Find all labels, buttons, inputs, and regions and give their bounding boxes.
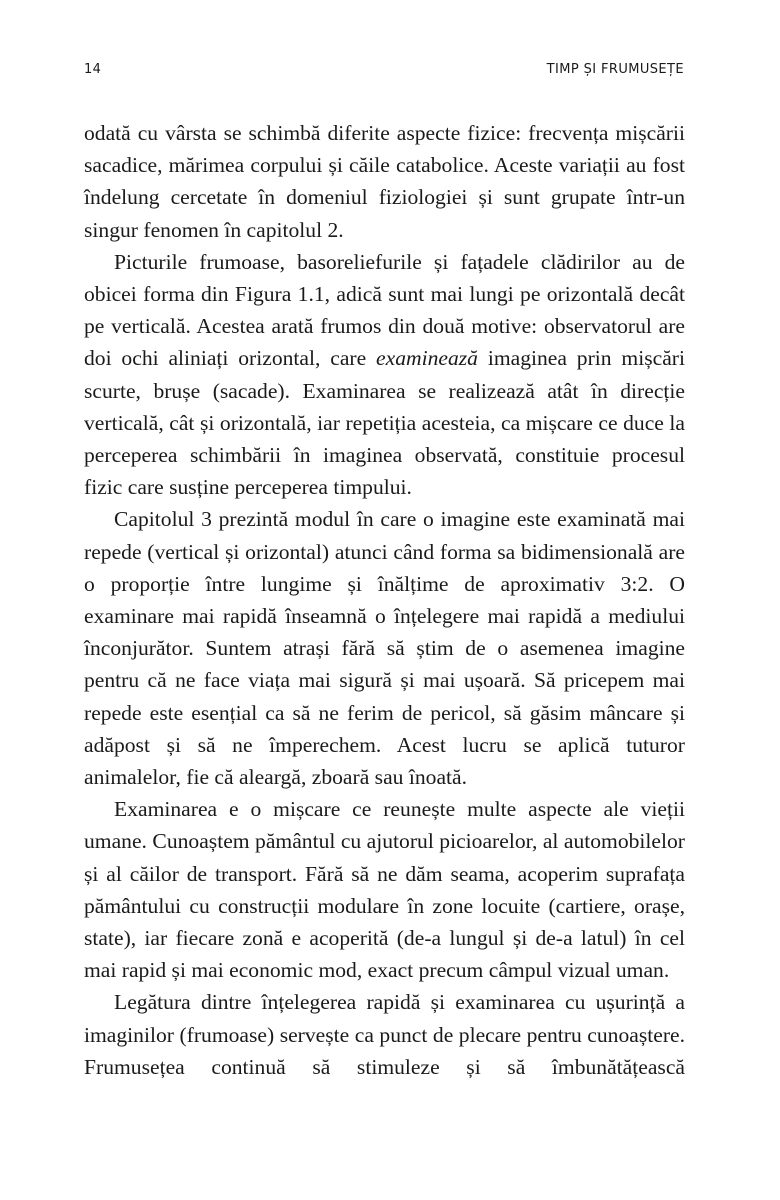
- body-text: [84, 117, 685, 1083]
- paragraph: odată cu vârsta se schimbă diferite aspecte fizice: frecvența mișcării sacadice, mărimea corpului și căile catabolice. Aceste variații au fost îndelung cercetate în domeniul fiziologiei și sunt grupate într-un singur fenomen în capitolul 2.: [84, 121, 685, 242]
- paragraph: [84, 246, 685, 504]
- paragraph-text-after: imaginea prin mișcări scurte, brușe (sacade). Examinarea se realizează atât în direcție verticală, cât și orizontală, iar repetiția acesteia, ca mișcare ce duce la perceperea schimbării în imaginea observată, constituie procesul fizic care susține perceperea timpului.: [84, 346, 685, 500]
- page-number: 14: [84, 62, 102, 77]
- paragraph: Legătura dintre înțelegerea rapidă și examinarea cu ușurință a imaginilor (frumoase) servește ca punct de plecare pentru cunoaștere. Frumusețea continuă să stimuleze și să îmbunătățească: [84, 990, 685, 1079]
- emphasized-word: examinează: [376, 346, 478, 371]
- running-title: TIMP ȘI FRUMUSEȚE: [546, 62, 684, 77]
- paragraph-text-before: Picturile frumoase, basoreliefurile și fațadele clădirilor au de obicei forma din Figura 1.1, adică sunt mai lungi pe orizontală decât pe verticală. Acestea arată frumos din două motive: observatorul are doi ochi aliniați orizontal, care: [84, 249, 685, 371]
- page-header: [84, 62, 684, 82]
- paragraph: Capitolul 3 prezintă modul în care o imagine este examinată mai repede (vertical și orizontal) atunci când forma sa bidimensională are o proporție între lungime și înălțime de aproximativ 3:2. O examinare mai rapidă înseamnă o înțelegere mai rapidă a mediului înconjurător. Suntem atrași fără să știm de o asemenea imagine pentru că ne face viața mai sigură și mai ușoară. Să pricepem mai repede este esențial ca să ne ferim de pericol, să găsim mâncare și adăpost și să ne împerechem. Acest lucru se aplică tuturor animalelor, fie că aleargă, zboară sau înoată.: [84, 507, 685, 790]
- paragraph: Examinarea e o mișcare ce reunește multe aspecte ale vieții umane. Cunoaștem pământul cu ajutorul picioarelor, al automobilelor și al căilor de transport. Fără să ne dăm seama, acoperim suprafața pământului cu construcții modulare în zone locuite (cartiere, orașe, state), iar fiecare zonă e acoperită (de-a lungul și de-a latul) în cel mai rapid și mai economic mod, exact precum câmpul vizual uman.: [84, 797, 685, 983]
